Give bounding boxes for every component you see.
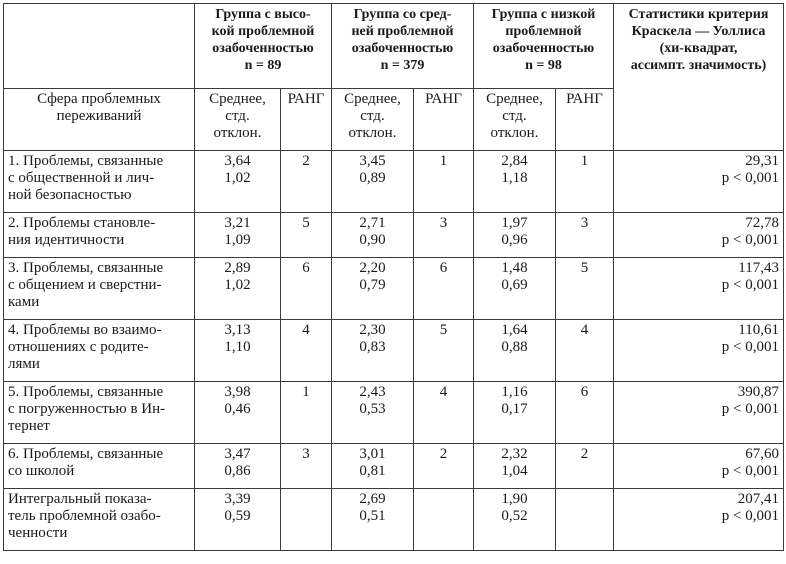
kruskal-wallis-value: 72,78 p < 0,001 — [614, 213, 784, 258]
kruskal-wallis-header: Статистики критерия Краскела — Уоллиса (хи-квадрат, ассимпт. значимость) — [614, 4, 784, 151]
mid-rank — [414, 489, 474, 551]
mid-mean-sd: 2,43 0,53 — [332, 382, 414, 444]
mid-rank: 6 — [414, 258, 474, 320]
table-row — [4, 151, 784, 213]
low-mean-sd: 1,97 0,96 — [474, 213, 556, 258]
mid-mean-sd: 2,71 0,90 — [332, 213, 414, 258]
sphere-label: 5. Проблемы, связанные с погруженностью в Ин- тернет — [4, 382, 195, 444]
high-mean-sd: 3,98 0,46 — [195, 382, 281, 444]
high-mean-sd: 3,21 1,09 — [195, 213, 281, 258]
low-rank: 2 — [556, 444, 614, 489]
kruskal-wallis-value: 110,61 p < 0,001 — [614, 320, 784, 382]
group-low-header: Группа с низкой проблемной озабоченностью n = 98 — [474, 4, 614, 89]
mid-mean-sd: 2,69 0,51 — [332, 489, 414, 551]
table-row — [4, 444, 784, 489]
sphere-label: 2. Проблемы становле- ния идентичности — [4, 213, 195, 258]
low-rank — [556, 489, 614, 551]
mid-rank: 4 — [414, 382, 474, 444]
high-rank: 6 — [281, 258, 332, 320]
mean-sd-header: Среднее, стд. отклон. — [474, 89, 556, 151]
high-rank: 1 — [281, 382, 332, 444]
high-rank: 3 — [281, 444, 332, 489]
rank-header: РАНГ — [556, 89, 614, 151]
sphere-label: 1. Проблемы, связанные с общественной и лич- ной безопасностью — [4, 151, 195, 213]
table-row — [4, 382, 784, 444]
low-rank: 1 — [556, 151, 614, 213]
table-row — [4, 489, 784, 551]
low-mean-sd: 1,64 0,88 — [474, 320, 556, 382]
high-mean-sd: 3,47 0,86 — [195, 444, 281, 489]
group-mid-header: Группа со сред- ней проблемной озабоченностью n = 379 — [332, 4, 474, 89]
low-mean-sd: 1,90 0,52 — [474, 489, 556, 551]
sphere-header: Сфера проблемных переживаний — [4, 89, 195, 151]
high-rank — [281, 489, 332, 551]
mid-mean-sd: 3,01 0,81 — [332, 444, 414, 489]
kruskal-wallis-value: 29,31 p < 0,001 — [614, 151, 784, 213]
results-table — [3, 3, 784, 551]
high-mean-sd: 2,89 1,02 — [195, 258, 281, 320]
high-rank: 5 — [281, 213, 332, 258]
kruskal-wallis-value: 207,41 p < 0,001 — [614, 489, 784, 551]
high-mean-sd: 3,13 1,10 — [195, 320, 281, 382]
low-rank: 3 — [556, 213, 614, 258]
low-mean-sd: 2,84 1,18 — [474, 151, 556, 213]
high-mean-sd: 3,39 0,59 — [195, 489, 281, 551]
mid-mean-sd: 3,45 0,89 — [332, 151, 414, 213]
kruskal-wallis-value: 390,87 p < 0,001 — [614, 382, 784, 444]
sphere-label: 6. Проблемы, связанные со школой — [4, 444, 195, 489]
low-rank: 4 — [556, 320, 614, 382]
table-row — [4, 320, 784, 382]
corner-cell — [4, 4, 195, 89]
group-high-header: Группа с высо- кой проблемной озабоченностью n = 89 — [195, 4, 332, 89]
low-rank: 6 — [556, 382, 614, 444]
kruskal-wallis-value: 67,60 p < 0,001 — [614, 444, 784, 489]
low-mean-sd: 2,32 1,04 — [474, 444, 556, 489]
rank-header: РАНГ — [414, 89, 474, 151]
high-rank: 4 — [281, 320, 332, 382]
sphere-label: Интегральный показа- тель проблемной озабо- ченности — [4, 489, 195, 551]
high-rank: 2 — [281, 151, 332, 213]
low-mean-sd: 1,16 0,17 — [474, 382, 556, 444]
low-mean-sd: 1,48 0,69 — [474, 258, 556, 320]
mid-mean-sd: 2,30 0,83 — [332, 320, 414, 382]
mid-rank: 3 — [414, 213, 474, 258]
mid-rank: 2 — [414, 444, 474, 489]
high-mean-sd: 3,64 1,02 — [195, 151, 281, 213]
low-rank: 5 — [556, 258, 614, 320]
mid-mean-sd: 2,20 0,79 — [332, 258, 414, 320]
mid-rank: 1 — [414, 151, 474, 213]
mid-rank: 5 — [414, 320, 474, 382]
table-row — [4, 258, 784, 320]
mean-sd-header: Среднее, стд. отклон. — [332, 89, 414, 151]
sphere-label: 3. Проблемы, связанные с общением и сверстни- ками — [4, 258, 195, 320]
rank-header: РАНГ — [281, 89, 332, 151]
sphere-label: 4. Проблемы во взаимо- отношениях с родите- лями — [4, 320, 195, 382]
mean-sd-header: Среднее, стд. отклон. — [195, 89, 281, 151]
table-row — [4, 213, 784, 258]
kruskal-wallis-value: 117,43 p < 0,001 — [614, 258, 784, 320]
